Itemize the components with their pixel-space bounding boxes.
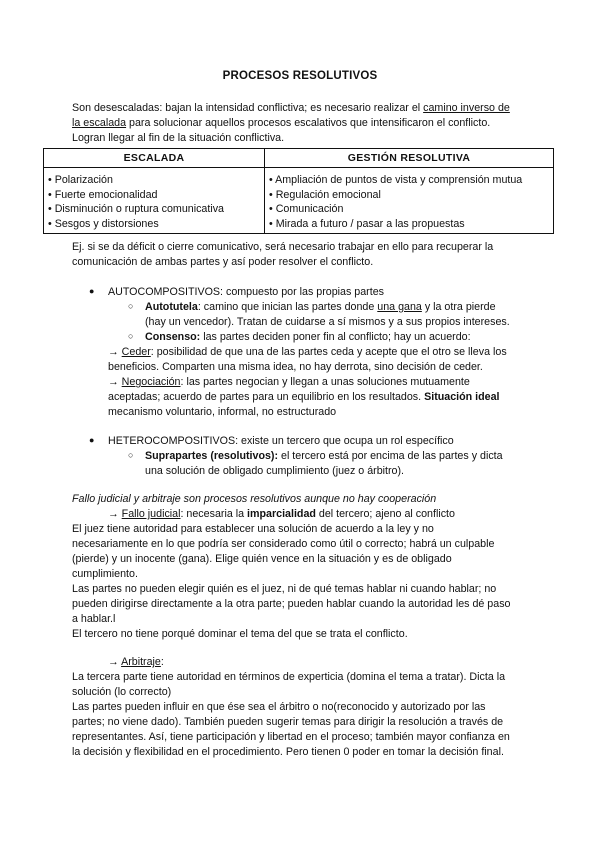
auto-heading: AUTOCOMPOSITIVOS: compuesto por las propias partes — [108, 286, 384, 298]
consenso-line: Consenso: las partes deciden poner fin al conflicto; hay un acuerdo: — [145, 331, 471, 343]
negociacion-line-1: → Negociación: las partes negocian y llegan a unas soluciones mutuamente — [108, 376, 470, 388]
arbitraje-line: representantes. Así, tiene participación y libertad en el proceso; también mayor confianza en — [72, 731, 510, 743]
list-item: • Sesgos y distorsiones — [48, 217, 159, 230]
arrow-icon: → — [108, 346, 119, 358]
example-line-1: Ej. si se da déficit o cierre comunicativo, será necesario trabajar en ello para recuperar la — [72, 241, 494, 253]
arbitraje-line: la decisión y flexibilidad en el procedimiento. Pero tienen 0 poder en tomar la decisión final. — [72, 746, 504, 758]
bullet-icon: ● — [89, 286, 95, 296]
fallo-line: cumplimiento. — [72, 568, 138, 580]
autotutela-line-1: Autotutela: camino que inician las partes donde una gana y la otra pierde — [145, 301, 496, 313]
negociacion-line-2: aceptadas; acuerdo de partes para un equilibrio en los resultados. Situación ideal — [108, 391, 500, 403]
circle-bullet-icon: ○ — [128, 450, 134, 460]
intro-line-1: Son desescaladas: bajan la intensidad conflictiva; es necesario realizar el camino inverso de — [72, 102, 510, 114]
arbitraje-line: partes; no viene dado). También pueden sugerir temas para dirigir la resolución a través de — [72, 716, 504, 728]
arbitraje-line: Las partes pueden influir en que ése sea el árbitro o no(reconocido y autorizado por las — [72, 701, 486, 713]
intro-line-2: la escalada para solucionar aquellos procesos escalativos que intensificaron el conflicto. — [72, 117, 491, 129]
bullet-icon: ● — [89, 435, 95, 445]
list-item: • Polarización — [48, 174, 113, 186]
arbitraje-heading: → Arbitraje: — [108, 656, 164, 668]
suprapartes-line-2: una solución de obligado cumplimiento (juez o árbitro). — [145, 465, 405, 477]
list-item: • Mirada a futuro / pasar a las propuestas — [269, 217, 465, 230]
arbitraje-line: La tercera parte tiene autoridad en términos de experticia (domina el tema a tratar). Dicta la — [72, 671, 506, 683]
suprapartes-line-1: Suprapartes (resolutivos): el tercero está por encima de las partes y dicta — [145, 450, 503, 462]
list-item: • Fuerte emocionalidad — [48, 188, 158, 201]
ceder-line-2: beneficios. Comparten una misma idea, no hay derrota, sino decisión de ceder. — [108, 361, 483, 373]
circle-bullet-icon: ○ — [128, 331, 134, 341]
circle-bullet-icon: ○ — [128, 301, 134, 311]
negociacion-line-3: mecanismo voluntario, informal, no estructurado — [108, 406, 337, 418]
ceder-line-1: → Ceder: posibilidad de que una de las partes ceda y acepte que el otro se lleva los — [108, 346, 507, 358]
hetero-heading: HETEROCOMPOSITIVOS: existe un tercero que ocupa un rol específico — [108, 435, 454, 447]
arbitraje-line: solución (lo correcto) — [72, 686, 172, 698]
comparison-table — [43, 148, 554, 234]
fallo-line: (pierde) y un inocente (gana). Elige quién vence en la situación y es de obligado — [72, 553, 452, 565]
fallo-line: El juez tiene autoridad para establecer una solución de acuerdo a la ley y no — [72, 523, 434, 535]
intro-link-camino: camino inverso de — [423, 102, 510, 114]
intro-link-escalada: la escalada — [72, 117, 127, 129]
fallo-line: El tercero no tiene porqué dominar el tema del que se trata el conflicto. — [72, 628, 408, 640]
list-item: • Ampliación de puntos de vista y comprensión mutua — [269, 174, 523, 186]
fallo-note: Fallo judicial y arbitraje son procesos resolutivos aunque no hay cooperación — [72, 493, 437, 505]
list-item: • Disminución o ruptura comunicativa — [48, 203, 225, 215]
page-title: PROCESOS RESOLUTIVOS — [222, 70, 378, 82]
autotutela-line-2: (hay un vencedor). Tratan de cuidarse a sí mismos y a sus propios intereses. — [145, 316, 510, 328]
arrow-icon: → — [108, 508, 119, 520]
list-item: • Comunicación — [269, 203, 344, 215]
fallo-heading: → Fallo judicial: necesaria la imparcialidad del tercero; ajeno al conflicto — [108, 508, 455, 520]
fallo-line: necesariamente en lo que podría ser considerado como útil o correcto; habrá un culpable — [72, 538, 495, 550]
intro-line-3: Logran llegar al fin de la situación conflictiva. — [72, 132, 285, 144]
fallo-line: Las partes no pueden elegir quién es el juez, ni de qué temas hablar ni cuando hablar; no — [72, 583, 497, 595]
arrow-icon: → — [108, 376, 119, 388]
list-item: • Regulación emocional — [269, 188, 381, 201]
escalada-cell — [44, 168, 265, 234]
example-line-2: comunicación de ambas partes y así poder resolver el conflicto. — [72, 256, 374, 268]
gestion-cell — [265, 168, 554, 234]
arrow-icon: → — [108, 656, 119, 668]
fallo-line: pueden dirigirse directamente a la otra parte; pueden hablar cuando la autoridad les dé paso — [72, 598, 511, 610]
fallo-line: a hablar.l — [72, 613, 116, 625]
header-escalada: ESCALADA — [44, 149, 265, 168]
header-gestion: GESTIÓN RESOLUTIVA — [265, 149, 554, 168]
